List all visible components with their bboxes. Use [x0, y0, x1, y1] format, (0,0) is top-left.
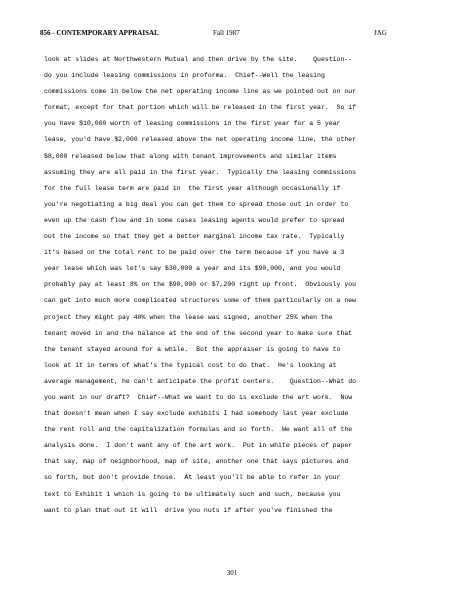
text-line: tenant moved in and the balance at the end of the second year to make sure that	[44, 329, 353, 337]
text-line: average management, he can't anticipate the profit centers. Question--What do	[44, 377, 357, 385]
text-line: you want in our draft? Chief--What we want to do is exclude the art work. Now	[44, 393, 353, 401]
text-line: probably pay at least 8% on the $90,000 or $7,200 right up front. Obviously you	[44, 281, 357, 289]
text-line: out the income so that they get a better marginal income tax rate. Typically	[44, 233, 345, 241]
text-line: do you include leasing commissions in proforma. Chief--Well the leasing	[44, 72, 325, 80]
text-line: lease, you'd have $2,000 released above the net operating income line, the other	[44, 136, 357, 144]
text-line: so forth, but don't provide those. At least you'll be able to refer in your	[44, 474, 341, 482]
text-line: assuming they are all paid in the first year. Typically the leasing commissions	[44, 168, 357, 176]
text-line: the rent roll and the capitalization formulas and so forth. We want all of the	[44, 426, 353, 434]
text-line: text to Exhibit 1 which is going to be ultimately such and such, because you	[44, 490, 341, 498]
text-line: want to plan that out it will drive you nuts if after you've finished the	[44, 506, 333, 514]
page-number: 301	[226, 569, 238, 577]
text-line: format, except for that portion which will be released in the first year. So if	[44, 104, 357, 112]
text-line: can get into much more complicated structures some of them particularly on a new	[44, 297, 357, 305]
running-header	[40, 27, 430, 39]
text-line: that say, map of neighborhood, map of site, another one that says pictures and	[44, 458, 349, 466]
text-line: the tenant stayed around for a while. But the appraiser is going to have to	[44, 345, 341, 353]
text-line: it's based on the total rent to be paid over the term because if you have a 3	[44, 249, 345, 257]
text-line: year lease which was let's say $30,000 a year and its $90,000, and you would	[44, 265, 341, 273]
text-line: that doesn't mean when I say exclude exhibits I had somebody last year exclude	[44, 410, 349, 418]
text-line: look at slides at Northwestern Mutual and then drive by the site. Question--	[44, 56, 353, 63]
text-line: commissions come in below the net operating income line as we pointed out on our	[44, 88, 357, 96]
text-line: look at it in terms of what's the typical cost to do that. He's looking at	[44, 361, 337, 369]
journal-title: 856 - CONTEMPORARY APPRAISAL	[40, 29, 159, 37]
text-line: for the full lease term are paid in the first year although occasionally if	[44, 184, 341, 192]
text-line: project they might pay 40% when the lease was signed, another 25% when the	[44, 313, 333, 321]
transcript-body	[44, 52, 424, 519]
text-line: analysis done. I don't want any of the art work. Put in white pieces of paper	[44, 442, 353, 450]
text-line: you have $10,000 worth of leasing commissions in the first year for a 5 year	[44, 120, 341, 128]
author-initials: JAG	[374, 29, 387, 37]
text-line: $8,000 released below that along with tenant improvements and similar items	[44, 152, 337, 160]
text-line: even up the cash flow and in some cases leasing agents would prefer to spread	[44, 216, 345, 224]
issue-date: Fall 1987	[213, 29, 240, 37]
text-line: you're negotiating a big deal you can get them to spread those out in order to	[44, 200, 349, 208]
